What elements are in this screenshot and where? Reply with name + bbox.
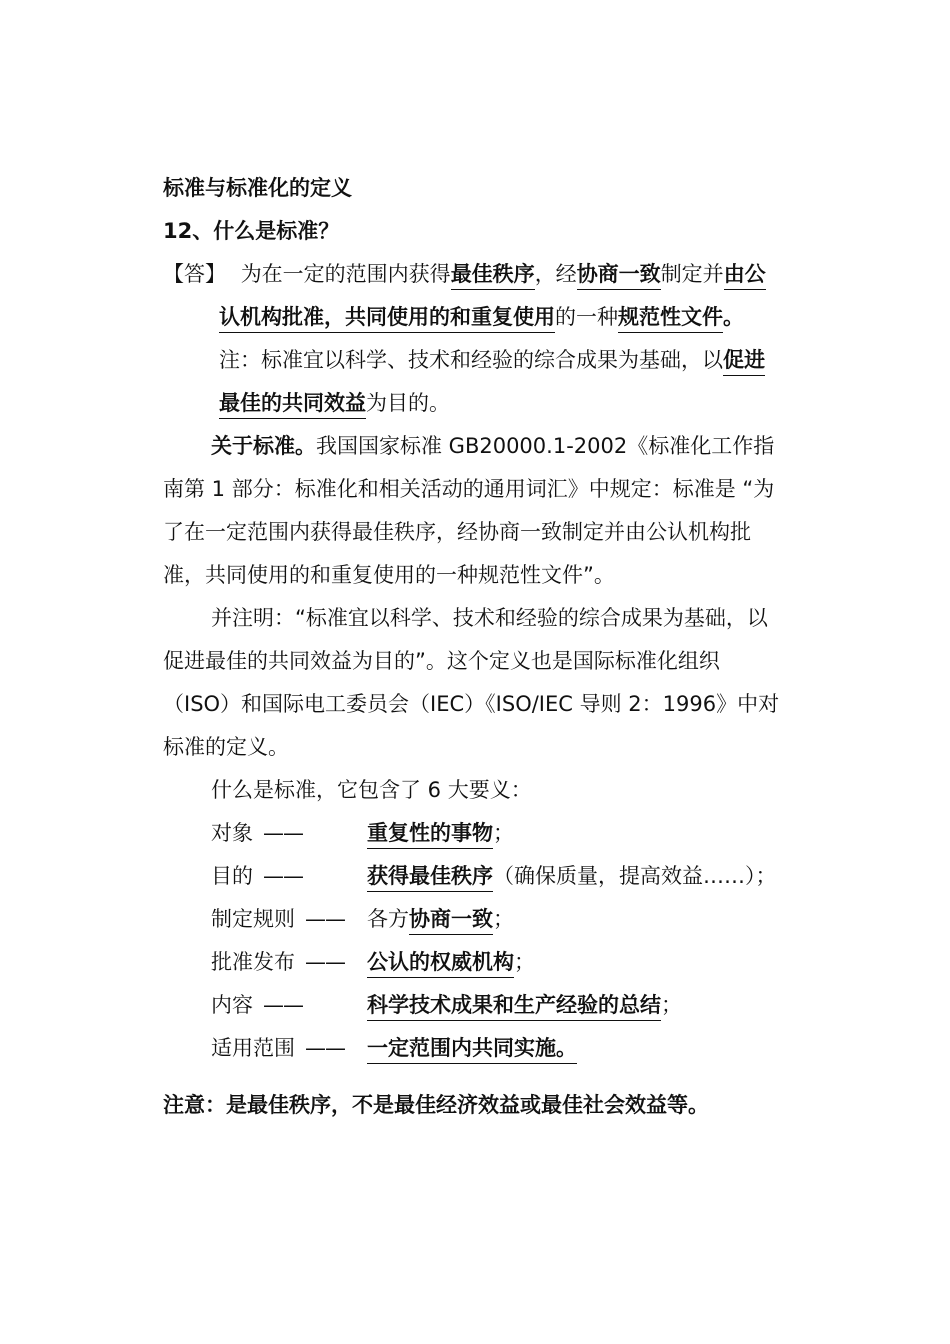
six-point-dash: —— bbox=[263, 821, 303, 845]
six-point-emphasis: 科学技术成果和生产经验的总结 bbox=[367, 993, 661, 1021]
answer-text: 制定并 bbox=[660, 262, 724, 286]
six-point-dash: —— bbox=[263, 993, 303, 1017]
answer-text: 。 bbox=[723, 305, 744, 329]
six-point-emphasis: 协商一致 bbox=[409, 907, 493, 935]
six-point-item bbox=[163, 812, 803, 855]
six-point-dash: —— bbox=[263, 864, 303, 888]
six-point-value bbox=[367, 855, 777, 898]
paragraph-text: 我国国家标准 GB20000.1-2002《标准化工作指 bbox=[316, 434, 775, 458]
emphasis-best-order: 最佳秩序 bbox=[451, 262, 535, 290]
answer-text: ，经 bbox=[534, 262, 577, 286]
six-point-label-group bbox=[211, 984, 367, 1027]
six-point-label: 内容 bbox=[211, 993, 253, 1017]
emphasis-consensus: 协商一致 bbox=[577, 262, 661, 290]
answer-note-line-1 bbox=[163, 339, 803, 382]
paragraph-line: （ISO）和国际电工委员会（IEC）《ISO/IEC 导则 2：1996》中对 bbox=[163, 692, 780, 716]
six-point-item bbox=[163, 941, 803, 984]
answer-tag: 【答】 bbox=[163, 262, 226, 286]
answer-block bbox=[163, 253, 803, 425]
six-point-value bbox=[367, 984, 682, 1027]
six-points-list bbox=[163, 769, 803, 1070]
answer-line-1 bbox=[163, 253, 803, 296]
six-point-dash: —— bbox=[305, 950, 345, 974]
six-point-value bbox=[367, 812, 514, 855]
answer-note-line-2 bbox=[163, 382, 803, 425]
six-point-item bbox=[163, 1027, 803, 1070]
about-lead: 关于标准。 bbox=[211, 434, 316, 458]
question-heading: 12、什么是标准？ bbox=[163, 219, 340, 243]
six-point-label-group bbox=[211, 941, 367, 984]
answer-line-2 bbox=[163, 296, 803, 339]
paragraph-line: 并注明：“标准宜以科学、技术和经验的综合成果为基础，以 bbox=[211, 606, 768, 630]
six-point-label: 批准发布 bbox=[211, 950, 295, 974]
six-point-suffix: ； bbox=[514, 950, 535, 974]
six-point-item bbox=[163, 898, 803, 941]
six-points-intro: 什么是标准，它包含了 6 大要义： bbox=[211, 778, 532, 802]
paragraph-line bbox=[163, 425, 803, 468]
six-point-suffix: ； bbox=[493, 821, 514, 845]
six-point-label-group bbox=[211, 812, 367, 855]
six-point-label-group bbox=[211, 855, 367, 898]
six-point-label: 制定规则 bbox=[211, 907, 295, 931]
also-paragraph bbox=[163, 597, 803, 769]
six-point-value bbox=[367, 941, 535, 984]
emphasis-normative-document: 规范性文件 bbox=[618, 305, 723, 333]
six-point-prefix: 各方 bbox=[367, 907, 409, 931]
six-point-item bbox=[163, 984, 803, 1027]
answer-text: 的一种 bbox=[555, 305, 618, 329]
six-point-emphasis: 一定范围内共同实施。 bbox=[367, 1036, 577, 1064]
paragraph-line: 南第 1 部分：标准化和相关活动的通用词汇》中规定：标准是 “为 bbox=[163, 477, 775, 501]
six-point-label: 对象 bbox=[211, 821, 253, 845]
emphasis-approval-usage: 认机构批准，共同使用的和重复使用 bbox=[219, 305, 555, 333]
paragraph-line: 促进最佳的共同效益为目的”。这个定义也是国际标准化组织 bbox=[163, 649, 720, 673]
six-point-value bbox=[367, 1027, 577, 1070]
paragraph-line: 标准的定义。 bbox=[163, 735, 289, 759]
emphasis-recognized-body: 由公 bbox=[724, 262, 766, 290]
six-point-emphasis: 公认的权威机构 bbox=[367, 950, 514, 978]
six-point-emphasis: 重复性的事物 bbox=[367, 821, 493, 849]
answer-text: 为在一定的范围内获得 bbox=[240, 262, 451, 286]
note-text: 注：标准宜以科学、技术和经验的综合成果为基础，以 bbox=[219, 348, 723, 372]
closing-note: 注意：是最佳秩序，不是最佳经济效益或最佳社会效益等。 bbox=[163, 1093, 709, 1117]
six-point-label: 目的 bbox=[211, 864, 253, 888]
six-point-label: 适用范围 bbox=[211, 1036, 295, 1060]
six-point-suffix: ； bbox=[661, 993, 682, 1017]
six-point-label-group bbox=[211, 1027, 367, 1070]
paragraph-line: 了在一定范围内获得最佳秩序，经协商一致制定并由公认机构批 bbox=[163, 520, 751, 544]
section-heading: 标准与标准化的定义 bbox=[163, 176, 352, 200]
six-point-dash: —— bbox=[305, 1036, 345, 1060]
emphasis-promote: 促进 bbox=[723, 348, 765, 376]
six-point-emphasis: 获得最佳秩序 bbox=[367, 864, 493, 892]
six-point-suffix: （确保质量，提高效益……）； bbox=[493, 864, 777, 888]
about-paragraph bbox=[163, 425, 803, 597]
six-point-label-group bbox=[211, 898, 367, 941]
six-point-suffix: ； bbox=[493, 907, 514, 931]
six-point-value bbox=[367, 898, 514, 941]
six-point-dash: —— bbox=[305, 907, 345, 931]
six-point-item bbox=[163, 855, 803, 898]
emphasis-common-benefit: 最佳的共同效益 bbox=[219, 391, 366, 419]
note-text: 为目的。 bbox=[366, 391, 450, 415]
paragraph-line: 准，共同使用的和重复使用的一种规范性文件”。 bbox=[163, 563, 615, 587]
